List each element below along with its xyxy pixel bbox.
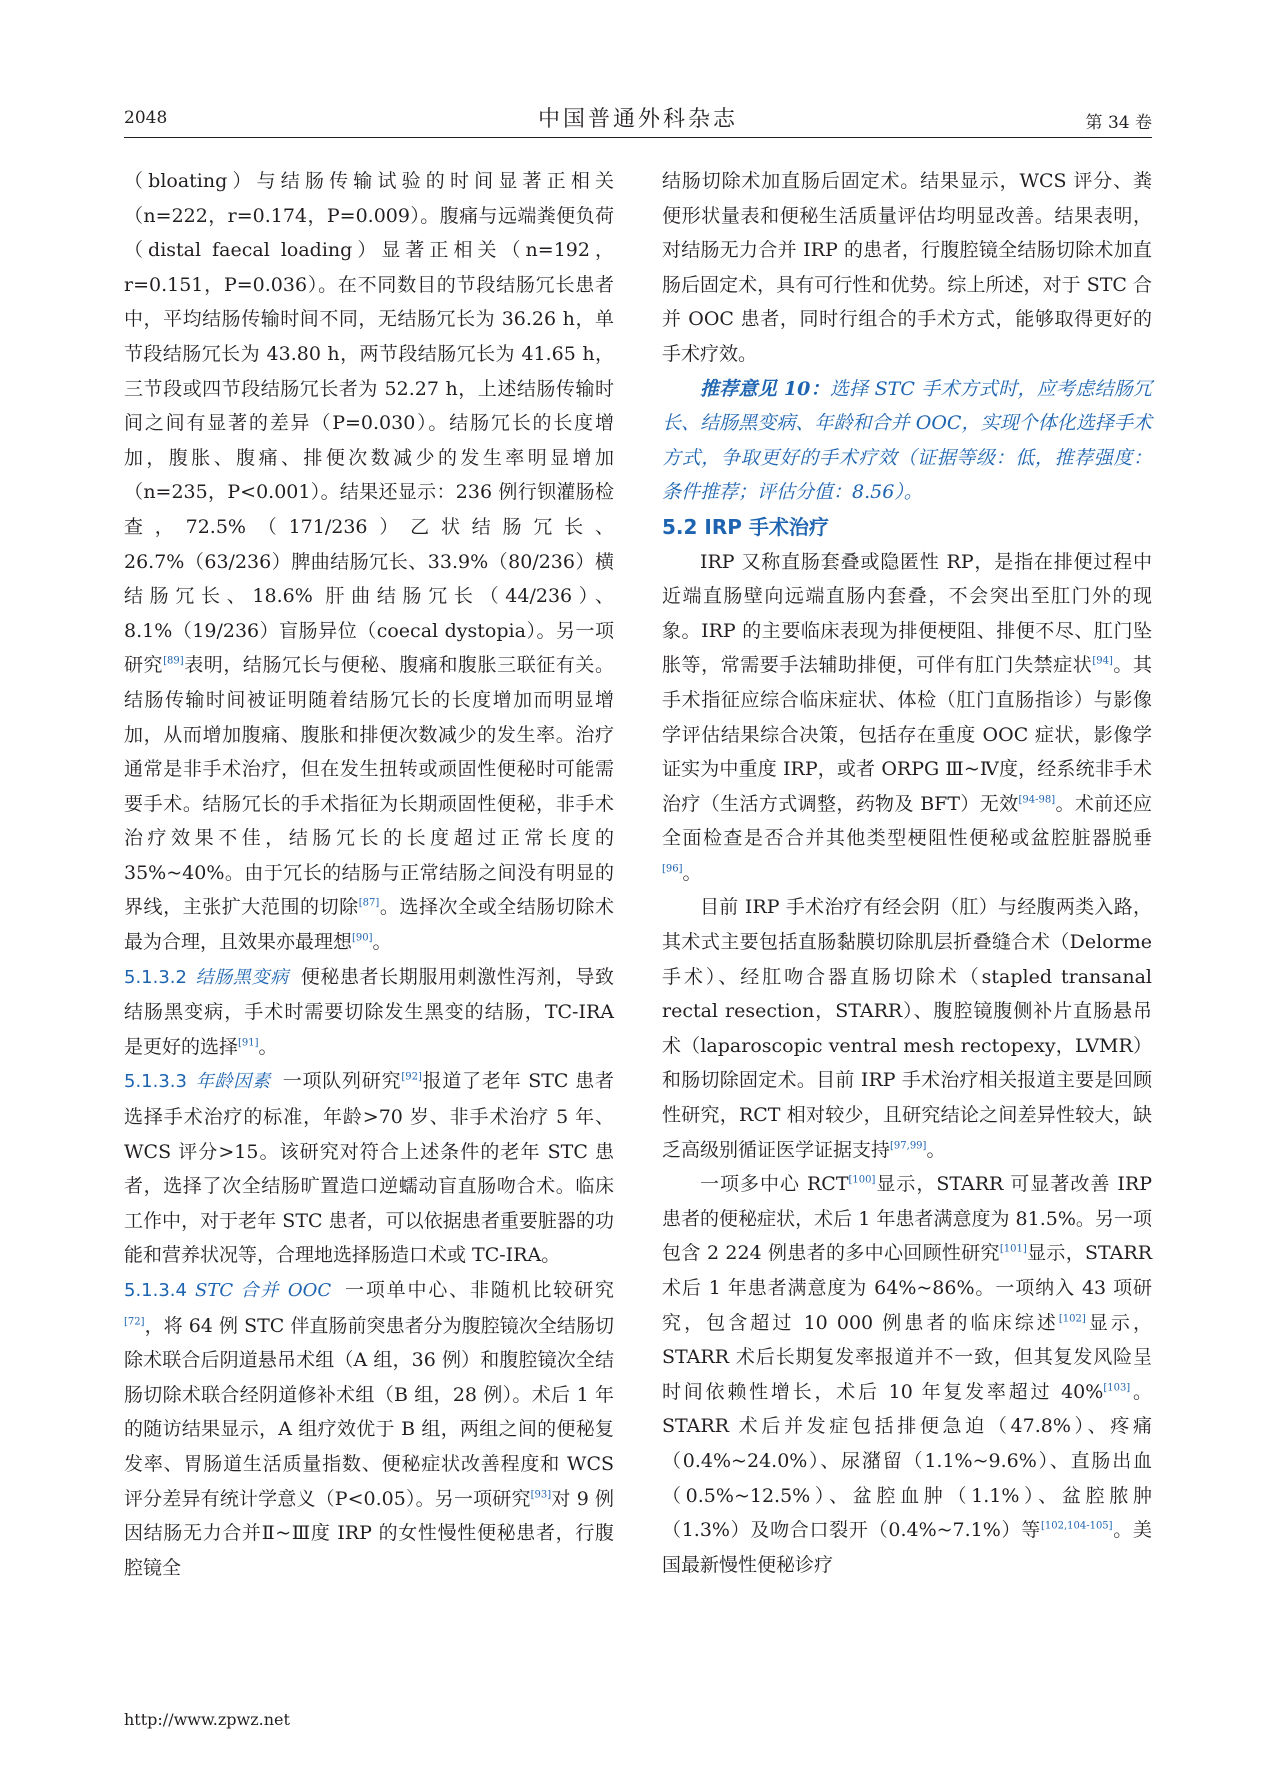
text-run: 。 bbox=[682, 861, 702, 884]
paragraph-irp-definition bbox=[662, 545, 1152, 891]
citation-link[interactable]: [100] bbox=[848, 1174, 876, 1186]
text-run: 。STARR 术后并发症包括排便急迫（47.8%）、疼痛（0.4%~24.0%）、尿潴留（1.1%~9.6%）、直肠出血（0.5%~12.5%）、盆腔血肿（1.1%）、盆腔脓肿（1.3%）及吻合口裂开（0.4%~7.1%）等 bbox=[662, 1380, 1152, 1542]
text-run: 报道了老年 STC 患者选择手术治疗的标准，年龄>70 岁、非手术治疗 5 年、WCS 评分>15。该研究对符合上述条件的老年 STC 患者，选择了次全结肠旷置造口逆蠕动盲直肠吻合术。临床工作中，对于老年 STC 患者，可以依据患者重要脏器的功能和营养状况等，合理地选择肠造口术或 TC-IRA。 bbox=[124, 1070, 615, 1267]
text-run: 。 bbox=[258, 1035, 278, 1058]
text-run: 便秘患者长期服用刺激性泻剂，导致结肠黑变病，手术时需要切除发生黑变的结肠，TC-IRA 是更好的选择 bbox=[124, 965, 614, 1058]
footer-url[interactable]: http://www.zpwz.net bbox=[124, 1710, 290, 1729]
right-column bbox=[662, 164, 1152, 1582]
subsection-number: 5.1.3.4 bbox=[124, 1280, 187, 1301]
volume-label: 第 34 卷 bbox=[1085, 113, 1152, 133]
citation-link[interactable]: [97,99] bbox=[890, 1140, 927, 1152]
citation-link[interactable]: [102,104-105] bbox=[1040, 1520, 1113, 1532]
text-run: 。术前还应全面检查是否合并其他类型梗阻性便秘或盆腔脏器脱垂 bbox=[662, 792, 1152, 850]
subsection-heading bbox=[124, 1071, 283, 1092]
citation-link[interactable]: [94] bbox=[1092, 655, 1113, 667]
header-rule bbox=[124, 137, 1152, 138]
text-run: 一项多中心 RCT bbox=[700, 1173, 849, 1196]
citation-link[interactable]: [94-98] bbox=[1018, 794, 1056, 806]
section-5-1-3-3 bbox=[124, 1064, 614, 1273]
text-run: 一项单中心、非随机比较研究 bbox=[343, 1279, 614, 1301]
paragraph-irp-approaches bbox=[662, 890, 1152, 1167]
left-column bbox=[124, 164, 614, 1585]
text-run: 一项队列研究 bbox=[282, 1070, 402, 1093]
paragraph-starr-outcomes bbox=[662, 1167, 1152, 1582]
text-run: 。选择次全或全结肠切除术最为合理，且效果亦最理想 bbox=[124, 896, 614, 954]
citation-link[interactable]: [93] bbox=[530, 1489, 552, 1501]
text-run: ，将 64 例 STC 伴直肠前突患者分为腹腔镜次全结肠切除术联合后阴道悬吊术组（A 组，36 例）和腹腔镜次全结肠切除术联合经阴道修补术组（B 组，28 例）。术后 1 年的随访结果显示，A 组疗效优于 B 组，两组之间的便秘复发率、胃肠道生活质量指数、便秘症状改善程度和 WCS 评分差异有统计学意义（P<0.05）。另一项研究 bbox=[124, 1314, 614, 1510]
section-heading-5-2: 5.2 IRP 手术治疗 bbox=[662, 514, 829, 539]
citation-link[interactable]: [92] bbox=[401, 1072, 422, 1084]
paragraph-continued: 结肠切除术加直肠后固定术。结果显示，WCS 评分、粪便形状量表和便秘生活质量评估均明显改善。结果表明，对结肠无力合并 IRP 的患者，行腹腔镜全结肠切除术加直肠后固定术，具有可行性和优势。综上所述，对于 STC 合并 OOC 患者，同时行组合的手术方式，能够取得更好的手术疗效。 bbox=[662, 170, 1152, 365]
page-number: 2048 bbox=[124, 108, 168, 128]
text-run: 显示，STARR 术后长期复发率报道并不一致，但其复发风险呈时间依赖性增长，术后 10 年复发率超过 40% bbox=[662, 1311, 1152, 1403]
text-run: 。 bbox=[372, 931, 392, 954]
recommendation-text: 选择 STC 手术方式时，应考虑结肠冗长、结肠黑变病、年龄和合并 OOC，实现个体化选择手术方式，争取更好的手术疗效（证据等级：低，推荐强度：条件推荐；评估分值：8.56）。 bbox=[662, 377, 1153, 504]
subsection-heading bbox=[124, 1280, 343, 1301]
text-run: 对 9 例因结肠无力合并Ⅱ~Ⅲ度 IRP 的女性慢性便秘患者，行腹腔镜全 bbox=[124, 1487, 614, 1579]
text-run: 。其手术指征应综合临床症状、体检（肛门直肠指诊）与影像学评估结果综合决策，包括存在重度 OOC 症状，影像学证实为中重度 IRP，或者 ORPG Ⅲ~Ⅳ度，经系统非手术治疗（生活方式调整，药物及 BFT）无效 bbox=[662, 654, 1152, 815]
recommendation-10 bbox=[662, 372, 1152, 510]
text-run: IRP 又称直肠套叠或隐匿性 RP，是指在排便过程中近端直肠壁向远端直肠内套叠，不会突出至肛门外的现象。IRP 的主要临床表现为排便梗阻、排便不尽、肛门坠胀等，常需要手法辅助排便，可伴有肛门失禁症状 bbox=[662, 550, 1152, 677]
text-run: 显示，STARR 术后 1 年患者满意度为 64%~86%。一项纳入 43 项研究，包含超过 10 000 例患者的临床综述 bbox=[662, 1242, 1152, 1334]
citation-link[interactable]: [103] bbox=[1103, 1382, 1131, 1394]
paragraph-colon-length bbox=[124, 164, 614, 960]
text-run: 表明，结肠冗长与便秘、腹痛和腹胀三联征有关。结肠传输时间被证明随着结肠冗长的长度增加而明显增加，从而增加腹痛、腹胀和排便次数减少的发生率。治疗通常是非手术治疗，但在发生扭转或顽固性便秘时可能需要手术。结肠冗长的手术指征为长期顽固性便秘，非手术治疗效果不佳，结肠冗长的长度超过正常长度的 35%~40%。由于冗长的结肠与正常结肠之间没有明显的界线，主张扩大范围的切除 bbox=[124, 654, 614, 919]
subsection-number: 5.1.3.2 bbox=[124, 966, 187, 988]
text-run: 。美国最新慢性便秘诊疗 bbox=[662, 1519, 1152, 1576]
section-5-1-3-4 bbox=[124, 1273, 614, 1585]
text-run: （bloating）与结肠传输试验的时间显著正相关（n=222，r=0.174，P=0.009）。腹痛与远端粪便负荷（distal faecal loading）显著正相关（n=192，r=0.151，P=0.036）。在不同数目的节段结肠冗长患者中，平均结肠传输时间不同，无结肠冗长为 36.26 h，单节段结肠冗长为 43.80 h，两节段结肠冗长为 41.65 h，三节段或四节段结肠冗长者为 52.27 h，上述结肠传输时间之间有显著的差异（P=0.030）。结肠冗长的长度增加，腹胀、腹痛、排便次数减少的发生率明显增加（n=235，P<0.001）。结果还显示：236 例行钡灌肠检查，72.5%（171/236）乙状结肠冗长、26.7%（63/236）脾曲结肠冗长、33.9%（80/236）横结肠冗长、18.6% 肝曲结肠冗长（44/236）、8.1%（19/236）盲肠异位（coecal dystopia）。另一项研究 bbox=[124, 170, 614, 677]
text-run: 显示，STARR 可显著改善 IRP 患者的便秘症状，术后 1 年患者满意度为 81.5%。另一项包含 2 224 例患者的多中心回顾性研究 bbox=[662, 1173, 1152, 1265]
text-run: 目前 IRP 手术治疗有经会阴（肛）与经腹两类入路，其术式主要包括直肠黏膜切除肌层折叠缝合术（Delorme 手术）、经肛吻合器直肠切除术（stapled transanal rectal resection，STARR）、腹腔镜腹侧补片直肠悬吊术（laparoscopic ventral mesh rectopexy，LVMR）和肠切除固定术。目前 IRP 手术治疗相关报道主要是回顾性研究，RCT 相对较少，且研究结论之间差异性较大，缺乏高级别循证医学证据支持 bbox=[662, 896, 1152, 1161]
journal-title: 中国普通外科杂志 bbox=[537, 107, 738, 132]
subsection-title: 结肠黑变病 bbox=[194, 966, 289, 988]
section-5-1-3-2 bbox=[124, 960, 614, 1065]
subsection-title: 年龄因素 bbox=[194, 1071, 271, 1093]
subsection-title: STC 合并 OOC bbox=[194, 1280, 332, 1301]
running-header bbox=[124, 98, 1152, 138]
citation-link[interactable]: [72] bbox=[124, 1316, 145, 1328]
citation-link[interactable]: [102] bbox=[1058, 1313, 1086, 1325]
citation-link[interactable]: [101] bbox=[999, 1244, 1027, 1256]
citation-link[interactable]: [90] bbox=[352, 932, 373, 944]
citation-link[interactable]: [87] bbox=[358, 898, 380, 910]
citation-link[interactable]: [89] bbox=[163, 655, 184, 667]
subsection-number: 5.1.3.3 bbox=[124, 1071, 187, 1093]
citation-link[interactable]: [96] bbox=[662, 863, 683, 875]
citation-link[interactable]: [91] bbox=[238, 1037, 259, 1049]
subsection-heading bbox=[124, 967, 301, 988]
text-run: 。 bbox=[926, 1138, 946, 1161]
recommendation-label: 推荐意见 10： bbox=[700, 377, 830, 400]
